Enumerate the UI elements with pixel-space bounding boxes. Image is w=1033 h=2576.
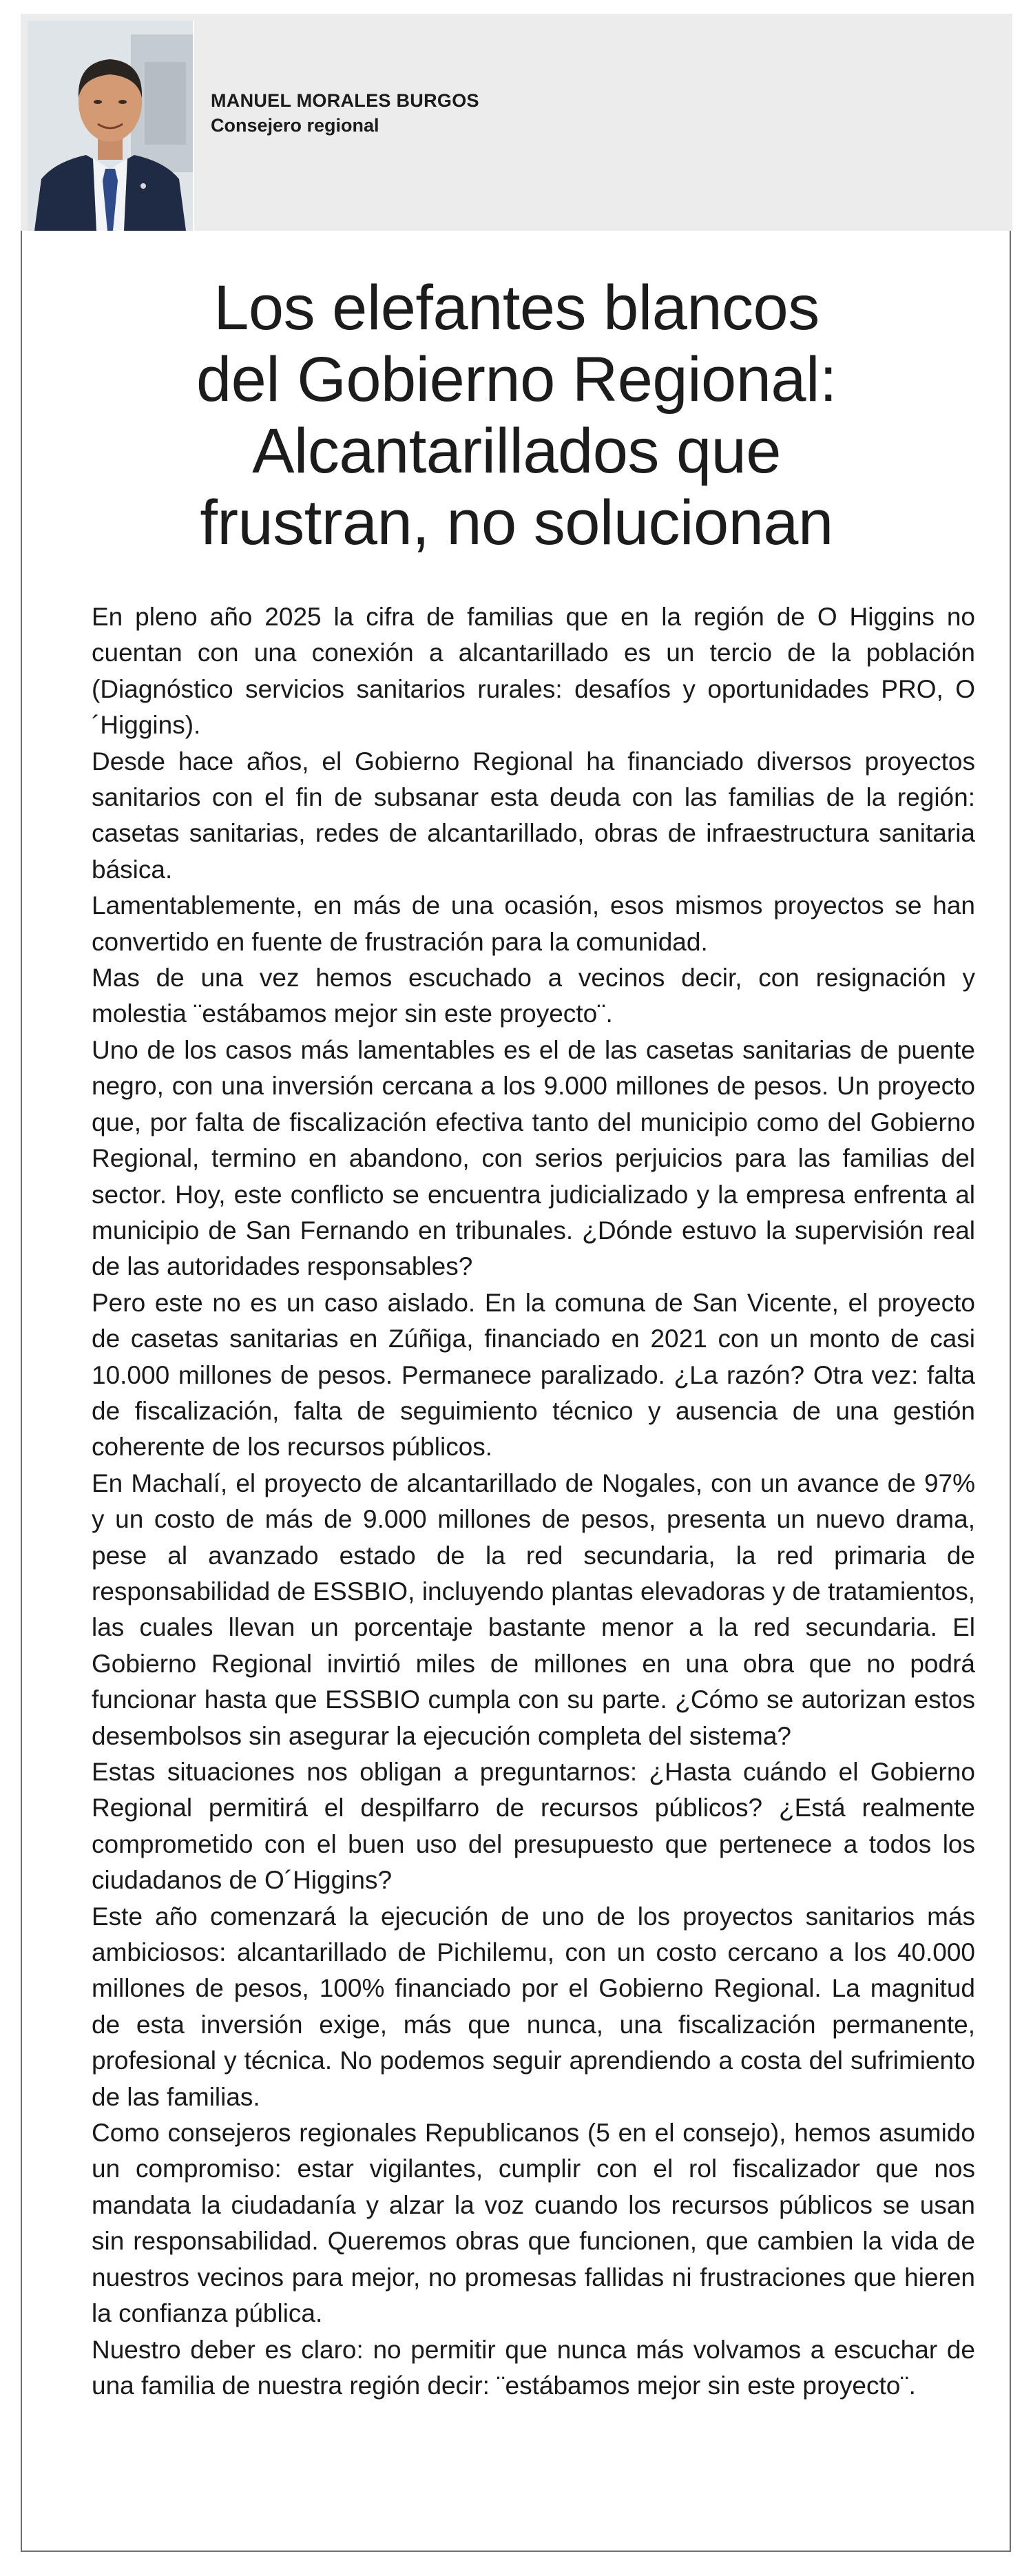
headline-line-4: frustran, no solucionan [200, 488, 833, 558]
article-body [92, 599, 975, 2404]
body-paragraph: Lamentablemente, en más de una ocasión, esos mismos proyectos se han convertido en fuente de frustración para la comunidad. [92, 891, 975, 956]
body-paragraph: Este año comenzará la ejecución de uno de los proyectos sanitarios más ambiciosos: alcantarillado de Pichilemu, con un costo cercano a los 40.000 millones de pesos, 100% financiado por el Gobierno Regional. La magnitud de esta inversión exige, más que nunca, una fiscalización permanente, profesional y técnica. No podemos seguir aprendiendo a costa del sufrimiento de las familias. [92, 1902, 975, 2111]
author-photo [28, 21, 194, 231]
author-name: MANUEL MORALES BURGOS [211, 90, 479, 111]
headline-line-3: Alcantarillados que [252, 416, 781, 486]
body-paragraph: Estas situaciones nos obligan a preguntarnos: ¿Hasta cuándo el Gobierno Regional permitirá el despilfarro de recursos públicos? ¿Está realmente comprometido con el buen uso del presupuesto que pertenece a todos los ciudadanos de O´Higgins? [92, 1758, 975, 1895]
body-paragraph: Como consejeros regionales Republicanos (5 en el consejo), hemos asumido un compromiso: estar vigilantes, cumplir con el rol fiscalizador que nos mandata la ciudadanía y alzar la voz cuando los recursos públicos se usan sin responsabilidad. Queremos obras que funcionen, que cambien la vida de nuestros vecinos para mejor, no promesas fallidas ni frustraciones que hieren la confianza pública. [92, 2119, 975, 2328]
article-headline [69, 272, 964, 559]
body-paragraph: Desde hace años, el Gobierno Regional ha financiado diversos proyectos sanitarios con el fin de subsanar esta deuda con las familias de la región: casetas sanitarias, redes de alcantarillado, obras de infraestructura sanitaria básica. [92, 747, 975, 884]
author-block [211, 88, 479, 138]
author-role: Consejero regional [211, 115, 379, 136]
body-paragraph: Uno de los casos más lamentables es el de las casetas sanitarias de puente negro, con una inversión cercana a los 9.000 millones de pesos. Un proyecto que, por falta de fiscalización efectiva tanto del municipio como del Gobierno Regional, termino en abandono, con serios perjuicios para las familias del sector. Hoy, este conflicto se encuentra judicializado y la empresa enfrenta al municipio de San Fernando en tribunales. ¿Dónde estuvo la supervisión real de las autoridades responsables? [92, 1035, 975, 1281]
headline-line-1: Los elefantes blancos [213, 273, 820, 343]
body-paragraph: Nuestro deber es claro: no permitir que nunca más volvamos a escuchar de una familia de nuestra región decir: ¨estábamos mejor sin este proyecto¨. [92, 2335, 975, 2400]
body-paragraph: Pero este no es un caso aislado. En la comuna de San Vicente, el proyecto de casetas sanitarias en Zúñiga, financiado en 2021 con un monto de casi 10.000 millones de pesos. Permanece paralizado. ¿La razón? Otra vez: falta de fiscalización, falta de seguimiento técnico y ausencia de una gestión coherente de los recursos públicos. [92, 1288, 975, 1462]
headline-line-2: del Gobierno Regional: [196, 344, 837, 415]
body-paragraph: Mas de una vez hemos escuchado a vecinos decir, con resignación y molestia ¨estábamos mejor sin este proyecto¨. [92, 964, 975, 1028]
body-paragraph: En pleno año 2025 la cifra de familias que en la región de O Higgins no cuentan con una conexión a alcantarillado es un tercio de la población (Diagnóstico servicios sanitarios rurales: desafíos y oportunidades PRO, O´Higgins). [92, 603, 975, 740]
body-paragraph: En Machalí, el proyecto de alcantarillado de Nogales, con un avance de 97% y un costo de más de 9.000 millones de pesos, presenta un nuevo drama, pese al avanzado estado de la red secundaria, la red primaria de responsabilidad de ESSBIO, incluyendo plantas elevadoras y de tratamientos, las cuales llevan un porcentaje bastante menor a la red secundaria. El Gobierno Regional invirtió miles de millones en una obra que no podrá funcionar hasta que ESSBIO cumpla con su parte. ¿Cómo se autorizan estos desembolsos sin asegurar la ejecución completa del sistema? [92, 1468, 975, 1750]
